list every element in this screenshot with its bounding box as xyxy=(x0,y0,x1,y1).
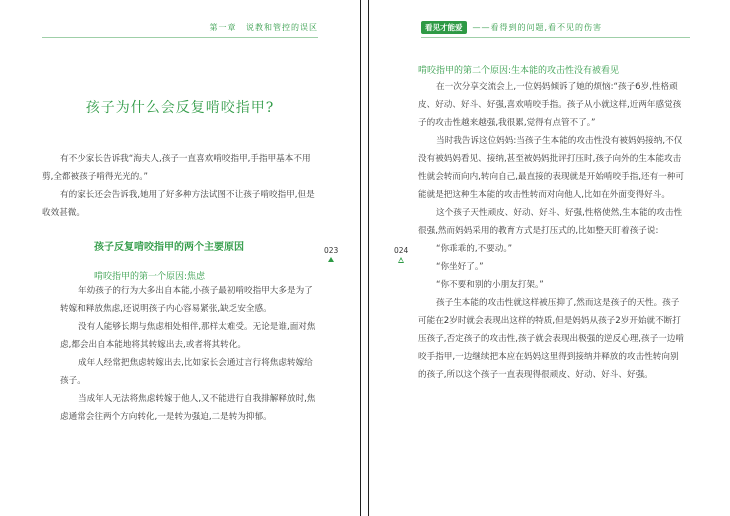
page-number-text: 024 xyxy=(394,246,409,255)
paragraph: 年幼孩子的行为大多出自本能,小孩子最初啃咬指甲大多是为了转嫁和释放焦虑,还说明孩子内心容易紧张,缺乏安全感。 xyxy=(60,286,313,314)
paragraph: 在一次分享交流会上,一位妈妈倾诉了她的烦恼:“孩子6岁,性格顽皮、好动、好斗、好强,喜欢啃咬手指。孩子从小就这样,近两年感觉孩子的攻击性越来越强,我很累,觉得有点管不了。” xyxy=(418,82,682,128)
body-text xyxy=(60,282,318,426)
book-title-badge: 看见才能爱 xyxy=(421,21,467,34)
chapter-number: 第一章 xyxy=(209,23,237,32)
paragraph: 孩子生本能的攻击性就这样被压抑了,然而这是孩子的天性。孩子可能在2岁时就会表现出这样的特质,但是妈妈从孩子2岁开始就不断打压孩子,否定孩子的攻击性,孩子就会表现出极强的逆反心理,孩子一边啃咬手指甲,一边继续把本应在妈妈这里得到接纳并释放的攻击性转向别的孩子,所以这个孩子一直表现得很顽皮、好动、好斗、好强。 xyxy=(418,298,685,380)
subheading: 啃咬指甲的第一个原因:焦虑 xyxy=(94,272,206,282)
page-number xyxy=(324,246,338,262)
paragraph: 成年人经常把焦虑转嫁出去,比如家长会通过言行将焦虑转嫁给孩子。 xyxy=(60,358,313,386)
triangle-outline-icon xyxy=(398,257,404,263)
page-number xyxy=(394,246,408,263)
paragraph: “你坐好了。” xyxy=(436,262,484,272)
paragraph: 当时我告诉这位妈妈:当孩子生本能的攻击性没有被妈妈接纳,不仅没有被妈妈看见、接纳,甚至被妈妈批评打压时,孩子向外的生本能攻击性就会转而向内,转向自己,最直接的表现就是开始啃咬手指,还有一种可能就是把这种生本能的攻击性转而对向他人,比如在外面变得好斗。 xyxy=(418,136,685,200)
body-text xyxy=(418,78,684,384)
running-header-right xyxy=(421,21,602,34)
gutter-line xyxy=(360,0,361,516)
paragraph: 没有人能够长期与焦虑相处相伴,那样太难受。无论是谁,面对焦虑,都会出自本能地将其转嫁出去,或者将其转化。 xyxy=(60,322,316,350)
paragraph: 当成年人无法将焦虑转嫁于他人,又不能进行自我排解释放时,焦虑通常会往两个方向转化,一是转为强迫,二是转为抑郁。 xyxy=(60,394,316,422)
intro-text xyxy=(42,150,318,222)
paragraph: 有不少家长告诉我“海夫人,孩子一直喜欢啃咬指甲,手指甲基本不用剪,全都被孩子啃得光光的。” xyxy=(42,154,311,182)
book-subtitle: ——看得到的问题,看不见的伤害 xyxy=(472,23,603,32)
header-rule xyxy=(42,37,318,38)
subheading: 啃咬指甲的第二个原因:生本能的攻击性没有被看见 xyxy=(418,66,620,76)
left-page xyxy=(0,0,360,516)
paragraph: 有的家长还会告诉我,她用了好多种方法试图不让孩子啃咬指甲,但是收效甚微。 xyxy=(42,190,315,218)
section-title: 孩子为什么会反复啃咬指甲? xyxy=(85,100,275,116)
right-page xyxy=(369,0,730,516)
triangle-icon xyxy=(328,257,334,262)
page-number-text: 023 xyxy=(324,246,339,255)
paragraph: “你乖乖的,不要动。” xyxy=(436,244,513,254)
paragraph: “你不要和别的小朋友打架。” xyxy=(436,280,544,290)
section-heading: 孩子反复啃咬指甲的两个主要原因 xyxy=(94,242,244,253)
chapter-title: 说教和管控的误区 xyxy=(246,23,318,32)
paragraph: 这个孩子天性顽皮、好动、好斗、好强,性格使然,生本能的攻击性很强,然而妈妈采用的教育方式是打压式的,比如整天盯着孩子说: xyxy=(418,208,683,236)
running-header-left xyxy=(203,22,318,33)
header-rule xyxy=(421,37,690,38)
